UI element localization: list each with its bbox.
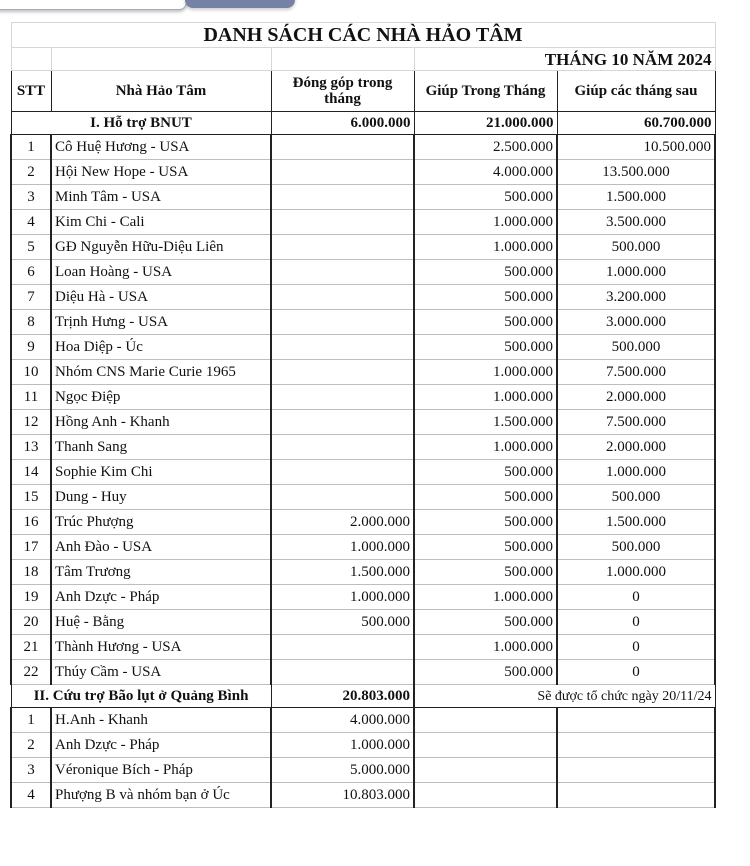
stt-cell[interactable]: 17 — [11, 535, 51, 560]
table-row — [11, 160, 715, 185]
contribution-cell[interactable]: 1.000.000 — [271, 535, 414, 560]
name-cell[interactable]: Hồng Anh - Khanh — [51, 410, 271, 435]
sheet-title[interactable]: DANH SÁCH CÁC NHÀ HẢO TÂM — [11, 23, 715, 48]
donor-table — [10, 22, 716, 808]
empty-cell[interactable] — [557, 758, 715, 783]
help-later-cell[interactable]: 1.500.000 — [557, 510, 715, 535]
help-month-cell[interactable]: 500.000 — [414, 660, 557, 685]
table-row — [11, 758, 715, 783]
help-month-cell[interactable]: 1.000.000 — [414, 360, 557, 385]
name-cell[interactable]: Hoa Diệp - Úc — [51, 335, 271, 360]
name-cell[interactable]: Tâm Trương — [51, 560, 271, 585]
table-row — [11, 660, 715, 685]
table-row — [11, 708, 715, 733]
stt-cell[interactable]: 7 — [11, 285, 51, 310]
help-month-cell[interactable]: 1.000.000 — [414, 235, 557, 260]
help-month-cell[interactable]: 1.500.000 — [414, 410, 557, 435]
name-cell[interactable]: Thanh Sang — [51, 435, 271, 460]
empty-cell[interactable] — [51, 48, 271, 71]
help-month-cell[interactable]: 500.000 — [414, 260, 557, 285]
toolbar-tab-right[interactable] — [185, 0, 295, 8]
stt-cell[interactable]: 2 — [11, 733, 51, 758]
contribution-cell[interactable] — [271, 310, 414, 335]
help-later-cell[interactable]: 3.500.000 — [557, 210, 715, 235]
help-later-cell[interactable]: 1.000.000 — [557, 560, 715, 585]
stt-cell[interactable]: 16 — [11, 510, 51, 535]
name-cell[interactable]: Anh Dzực - Pháp — [51, 585, 271, 610]
table-row — [11, 535, 715, 560]
empty-cell[interactable] — [414, 783, 557, 808]
contribution-cell[interactable]: 500.000 — [271, 610, 414, 635]
contribution-cell[interactable] — [271, 435, 414, 460]
section1-help-month[interactable]: 21.000.000 — [414, 112, 557, 135]
contribution-cell[interactable]: 5.000.000 — [271, 758, 414, 783]
title-row — [11, 23, 715, 48]
table-row — [11, 783, 715, 808]
empty-cell[interactable] — [557, 783, 715, 808]
help-later-cell[interactable]: 13.500.000 — [557, 160, 715, 185]
name-cell[interactable]: Hội New Hope - USA — [51, 160, 271, 185]
name-cell[interactable]: Thành Hương - USA — [51, 635, 271, 660]
name-cell[interactable]: Anh Đào - USA — [51, 535, 271, 560]
contribution-cell[interactable] — [271, 635, 414, 660]
stt-cell[interactable]: 1 — [11, 708, 51, 733]
table-row — [11, 510, 715, 535]
help-later-cell[interactable]: 500.000 — [557, 485, 715, 510]
help-month-cell[interactable]: 2.500.000 — [414, 135, 557, 160]
help-month-cell[interactable]: 500.000 — [414, 560, 557, 585]
help-later-cell[interactable]: 7.500.000 — [557, 360, 715, 385]
stt-cell[interactable]: 20 — [11, 610, 51, 635]
contribution-cell[interactable] — [271, 360, 414, 385]
name-cell[interactable]: Loan Hoàng - USA — [51, 260, 271, 285]
help-later-cell[interactable]: 1.000.000 — [557, 260, 715, 285]
help-later-cell[interactable]: 7.500.000 — [557, 410, 715, 435]
help-month-cell[interactable]: 500.000 — [414, 185, 557, 210]
name-cell[interactable]: Huệ - Bằng — [51, 610, 271, 635]
section1-contribution[interactable]: 6.000.000 — [271, 112, 414, 135]
empty-cell[interactable] — [557, 733, 715, 758]
contribution-cell[interactable]: 4.000.000 — [271, 708, 414, 733]
table-row — [11, 310, 715, 335]
table-row — [11, 285, 715, 310]
table-row — [11, 635, 715, 660]
name-cell[interactable]: Minh Tâm - USA — [51, 185, 271, 210]
name-cell[interactable]: Diệu Hà - USA — [51, 285, 271, 310]
name-cell[interactable]: H.Anh - Khanh — [51, 708, 271, 733]
help-later-cell[interactable]: 1.000.000 — [557, 460, 715, 485]
help-month-cell[interactable]: 1.000.000 — [414, 585, 557, 610]
empty-cell[interactable] — [557, 708, 715, 733]
help-later-cell[interactable]: 500.000 — [557, 235, 715, 260]
contribution-cell[interactable] — [271, 410, 414, 435]
help-month-cell[interactable]: 500.000 — [414, 335, 557, 360]
name-cell[interactable]: Dung - Huy — [51, 485, 271, 510]
contribution-cell[interactable] — [271, 135, 414, 160]
empty-cell[interactable] — [11, 48, 51, 71]
section1-help-later[interactable]: 60.700.000 — [557, 112, 715, 135]
name-cell[interactable]: Anh Dzực - Pháp — [51, 733, 271, 758]
help-month-cell[interactable]: 500.000 — [414, 610, 557, 635]
table-row — [11, 435, 715, 460]
stt-cell[interactable]: 6 — [11, 260, 51, 285]
section2-row — [11, 685, 715, 708]
help-month-cell[interactable]: 1.000.000 — [414, 210, 557, 235]
section2-label[interactable]: II. Cứu trợ Bão lụt ở Quảng Bình — [11, 685, 271, 708]
header-row — [11, 71, 715, 112]
contribution-cell[interactable]: 1.000.000 — [271, 733, 414, 758]
help-month-cell[interactable]: 500.000 — [414, 310, 557, 335]
contribution-cell[interactable] — [271, 185, 414, 210]
stt-cell[interactable]: 22 — [11, 660, 51, 685]
stt-cell[interactable]: 18 — [11, 560, 51, 585]
help-later-cell[interactable]: 10.500.000 — [557, 135, 715, 160]
help-month-cell[interactable]: 1.000.000 — [414, 385, 557, 410]
help-later-cell[interactable]: 3.200.000 — [557, 285, 715, 310]
name-cell[interactable]: Thúy Cầm - USA — [51, 660, 271, 685]
contribution-cell[interactable] — [271, 335, 414, 360]
table-row — [11, 135, 715, 160]
contribution-cell[interactable] — [271, 160, 414, 185]
help-later-cell[interactable]: 0 — [557, 585, 715, 610]
contribution-cell[interactable]: 1.000.000 — [271, 585, 414, 610]
table-row — [11, 460, 715, 485]
table-row — [11, 210, 715, 235]
help-month-cell[interactable]: 500.000 — [414, 485, 557, 510]
header-contribution[interactable]: Đóng góp trong tháng — [271, 71, 414, 112]
help-month-cell[interactable]: 1.000.000 — [414, 435, 557, 460]
name-cell[interactable]: Ngọc Điệp — [51, 385, 271, 410]
table-row — [11, 585, 715, 610]
table-row — [11, 485, 715, 510]
period-row — [11, 48, 715, 71]
table-row — [11, 360, 715, 385]
header-help-later[interactable]: Giúp các tháng sau — [557, 71, 715, 112]
period-label[interactable]: THÁNG 10 NĂM 2024 — [414, 48, 715, 71]
help-later-cell[interactable]: 3.000.000 — [557, 310, 715, 335]
name-cell[interactable]: Nhóm CNS Marie Curie 1965 — [51, 360, 271, 385]
section1-row — [11, 112, 715, 135]
contribution-cell[interactable]: 2.000.000 — [271, 510, 414, 535]
table-row — [11, 335, 715, 360]
contribution-cell[interactable] — [271, 385, 414, 410]
section2-contribution[interactable]: 20.803.000 — [271, 685, 414, 708]
stt-cell[interactable]: 9 — [11, 335, 51, 360]
name-cell[interactable]: Trịnh Hưng - USA — [51, 310, 271, 335]
table-row — [11, 733, 715, 758]
contribution-cell[interactable]: 1.500.000 — [271, 560, 414, 585]
stt-cell[interactable]: 4 — [11, 210, 51, 235]
help-month-cell[interactable]: 4.000.000 — [414, 160, 557, 185]
help-later-cell[interactable]: 500.000 — [557, 535, 715, 560]
stt-cell[interactable]: 1 — [11, 135, 51, 160]
empty-cell[interactable] — [414, 733, 557, 758]
stt-cell[interactable]: 21 — [11, 635, 51, 660]
contribution-cell[interactable] — [271, 485, 414, 510]
header-name[interactable]: Nhà Hảo Tâm — [51, 71, 271, 112]
stt-cell[interactable]: 8 — [11, 310, 51, 335]
help-later-cell[interactable]: 0 — [557, 635, 715, 660]
empty-cell[interactable] — [414, 708, 557, 733]
table-row — [11, 385, 715, 410]
name-cell[interactable]: Kim Chi - Cali — [51, 210, 271, 235]
stt-cell[interactable]: 3 — [11, 185, 51, 210]
contribution-cell[interactable] — [271, 260, 414, 285]
stt-cell[interactable]: 12 — [11, 410, 51, 435]
table-row — [11, 410, 715, 435]
stt-cell[interactable]: 11 — [11, 385, 51, 410]
name-cell[interactable]: Cô Huệ Hương - USA — [51, 135, 271, 160]
empty-cell[interactable] — [271, 48, 414, 71]
header-stt[interactable]: STT — [11, 71, 51, 112]
help-later-cell[interactable]: 0 — [557, 610, 715, 635]
name-cell[interactable]: GĐ Nguyễn Hữu-Diệu Liên — [51, 235, 271, 260]
name-cell[interactable]: Phượng B và nhóm bạn ở Úc — [51, 783, 271, 808]
empty-cell[interactable] — [414, 758, 557, 783]
help-later-cell[interactable]: 0 — [557, 660, 715, 685]
stt-cell[interactable]: 5 — [11, 235, 51, 260]
header-help-month[interactable]: Giúp Trong Tháng — [414, 71, 557, 112]
help-later-cell[interactable]: 2.000.000 — [557, 435, 715, 460]
help-later-cell[interactable]: 1.500.000 — [557, 185, 715, 210]
table-row — [11, 235, 715, 260]
table-row — [11, 610, 715, 635]
contribution-cell[interactable] — [271, 660, 414, 685]
section1-label[interactable]: I. Hỗ trợ BNUT — [11, 112, 271, 135]
stt-cell[interactable]: 19 — [11, 585, 51, 610]
stt-cell[interactable]: 2 — [11, 160, 51, 185]
stt-cell[interactable]: 3 — [11, 758, 51, 783]
stt-cell[interactable]: 14 — [11, 460, 51, 485]
help-later-cell[interactable]: 500.000 — [557, 335, 715, 360]
name-cell[interactable]: Véronique Bích - Pháp — [51, 758, 271, 783]
name-cell[interactable]: Sophie Kim Chi — [51, 460, 271, 485]
stt-cell[interactable]: 4 — [11, 783, 51, 808]
name-cell[interactable]: Trúc Phượng — [51, 510, 271, 535]
stt-cell[interactable]: 15 — [11, 485, 51, 510]
table-row — [11, 260, 715, 285]
contribution-cell[interactable] — [271, 285, 414, 310]
toolbar-tab-left[interactable] — [0, 0, 187, 10]
section2-note[interactable]: Sẽ được tổ chức ngày 20/11/24 — [414, 685, 715, 708]
stt-cell[interactable]: 10 — [11, 360, 51, 385]
table-row — [11, 185, 715, 210]
contribution-cell[interactable] — [271, 210, 414, 235]
help-month-cell[interactable]: 500.000 — [414, 460, 557, 485]
contribution-cell[interactable] — [271, 460, 414, 485]
help-month-cell[interactable]: 1.000.000 — [414, 635, 557, 660]
contribution-cell[interactable] — [271, 235, 414, 260]
help-month-cell[interactable]: 500.000 — [414, 510, 557, 535]
help-month-cell[interactable]: 500.000 — [414, 285, 557, 310]
table-row — [11, 560, 715, 585]
help-month-cell[interactable]: 500.000 — [414, 535, 557, 560]
stt-cell[interactable]: 13 — [11, 435, 51, 460]
help-later-cell[interactable]: 2.000.000 — [557, 385, 715, 410]
contribution-cell[interactable]: 10.803.000 — [271, 783, 414, 808]
